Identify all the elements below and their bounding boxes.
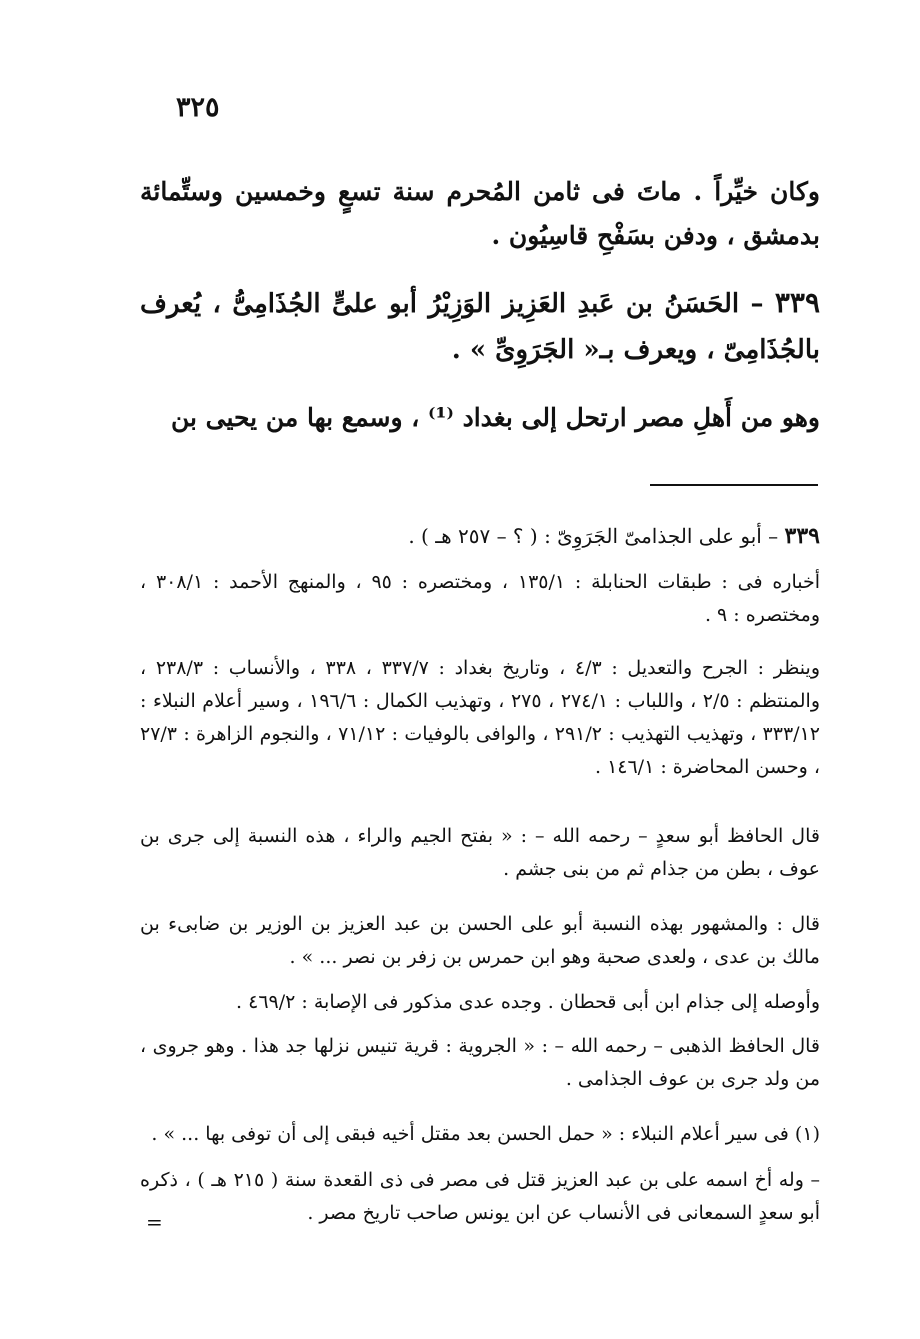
footnote-block-2 xyxy=(140,652,820,784)
footnote-block-5 xyxy=(140,986,820,1019)
main-paragraph-3-text: وهو من أَهلِ مصر ارتحل إلى بغداد ⁽¹⁾ ، وسمع بها من يحيى بن xyxy=(170,403,820,432)
continuation-mark: = xyxy=(146,1210,163,1234)
footnote-entry-number: ٣٣٩ xyxy=(784,523,820,549)
entry-number: ٣٣٩ xyxy=(774,286,820,319)
footnote-quote-abu-saad: قال الحافظ أبو سعدٍ – رحمه الله – : « بفتح الجيم والراء ، هذه النسبة إلى جرى بن عوف ، بطن من جذام ثم من بنى جشم . xyxy=(140,825,820,880)
footnote-lineage: وأوصله إلى جذام ابن أبى قحطان . وجده عدى مذكور فى الإصابة : ٤٦٩/٢ . xyxy=(236,991,820,1013)
page-number: ٣٢٥ xyxy=(176,92,220,123)
footnote-quote-continued: قال : والمشهور بهذه النسبة أبو على الحسن بن عبد العزيز بن الوزير بن ضابىء بن مالك بن عدى ، ولعدى صحبة وهو ابن حمرس بن زفر بن نصر ... » . xyxy=(140,913,820,968)
entry-heading-text: – الحَسَنُ بن عَبدِ العَزِيز الوَزِيْرُ أبو علىٍّ الجُذَامِىُّ ، يُعرف بالجُذَامِىّ ، ويعرف بـ« الجَرَوِىِّ » . xyxy=(140,289,820,365)
footnote-one: (١) فى سير أعلام النبلاء : « حمل الحسن بعد مقتل أخيه فبقى إلى أن توفى بها ... » . xyxy=(151,1123,820,1145)
main-paragraph-3 xyxy=(140,396,820,440)
main-entry-heading xyxy=(140,280,820,373)
footnote-heading-text: – أبو على الجذامىّ الجَرَوِىّ : ( ؟ – ٢٥٧ هـ ) . xyxy=(408,524,785,548)
main-paragraph-1 xyxy=(140,170,820,258)
footnote-separator-rule xyxy=(650,484,818,486)
footnote-block-6 xyxy=(140,1030,820,1096)
footnote-block-4 xyxy=(140,908,820,974)
entry-heading-line xyxy=(140,280,820,373)
footnote-block-7 xyxy=(140,1118,820,1151)
footnote-heading xyxy=(140,520,820,553)
footnote-brother: – وله أخ اسمه على بن عبد العزيز قتل فى مصر فى ذى القعدة سنة ( ٢١٥ هـ ) ، ذكره أبو سعدٍ السمعانى فى الأنساب عن ابن يونس صاحب تاريخ مصر . xyxy=(140,1169,821,1224)
footnote-heading-line xyxy=(140,520,820,553)
footnote-references: وينظر : الجرح والتعديل : ٤/٣ ، وتاريخ بغداد : ٣٣٧/٧ ، ٣٣٨ ، والأنساب : ٢٣٨/٣ ، والمنتظم : ٢/٥ ، واللباب : ٢٧٤/١ ، ٢٧٥ ، وتهذيب الكمال : ١٩٦/٦ ، وسير أعلام النبلاء : ٣٣٣/١٢ ، وتهذيب التهذيب : ٢٩١/٢ ، والوافى بالوفيات : ٧١/١٢ ، والنجوم الزاهرة : ٢٧/٣ ، وحسن المحاضرة : ١٤٦/١ . xyxy=(140,657,820,778)
footnote-block-8 xyxy=(140,1164,820,1230)
main-paragraph-1-text: وكان خيِّراً . ماتَ فى ثامن المُحرم سنة تسعٍ وخمسين وستِّمائة بدمشق ، ودفن بسَفْحِ قاسِيُون . xyxy=(140,177,820,250)
footnote-block-3 xyxy=(140,820,820,886)
footnote-block-1 xyxy=(140,566,820,632)
footnote-quote-dhahabi: قال الحافظ الذهبى – رحمه الله – : « الجروية : قرية تنيس نزلها جد هذا . وهو جروى ، من ولد جرى بن عوف الجذامى . xyxy=(140,1035,820,1090)
footnote-sources: أخباره فى : طبقات الحنابلة : ١٣٥/١ ، ومختصره : ٩٥ ، والمنهج الأحمد : ٣٠٨/١ ، ومختصره : ٩ . xyxy=(140,571,820,626)
